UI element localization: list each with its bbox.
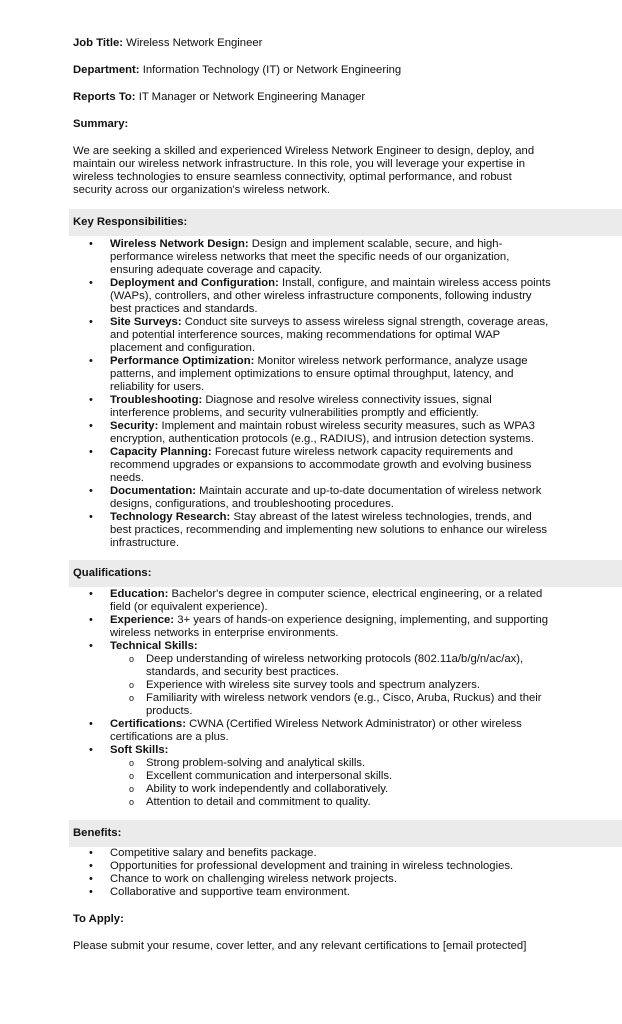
bullet-icon: • (89, 718, 93, 730)
department-line (73, 64, 401, 77)
bullet-icon: • (89, 886, 93, 898)
item-title: Performance Optimization: (110, 355, 255, 367)
summary-text: We are seeking a skilled and experienced Wireless Network Engineer to design, deploy, and maintain our wireless network infrastructure. In this role, you will leverage your expertise in wireless technologies to ensure seamless connectivity, optimal performance, and robust security across our organization's wireless network. (73, 145, 535, 196)
bullet-icon: • (89, 860, 93, 872)
qualifications-band (69, 560, 622, 587)
sub-bullet-icon: o (129, 797, 135, 807)
item-text: 3+ years of hands-on experience designing, implementing, and supporting wireless networks in enterprise environments. (110, 614, 549, 639)
bullet-icon: • (89, 744, 93, 756)
benefits-band (69, 820, 622, 847)
list-item (73, 277, 551, 316)
bullet-icon: • (89, 873, 93, 885)
job-title-line (73, 37, 262, 50)
item-title: Security: (110, 420, 159, 432)
list-item (73, 873, 551, 886)
list-item (73, 614, 551, 640)
item-title: Wireless Network Design: (110, 238, 249, 250)
benefits-list (73, 847, 551, 899)
item-text: Conduct site surveys to assess wireless signal strength, coverage areas, and potential interference sources, making recommendations for optimal WAP placement and configuration. (110, 316, 549, 354)
sub-bullet-icon: o (129, 771, 135, 781)
item-text: Experience with wireless site survey tools and spectrum analyzers. (146, 679, 481, 691)
item-title: Experience: (110, 614, 175, 626)
item-text: CWNA (Certified Wireless Network Administrator) or other wireless certifications are a plus. (110, 718, 522, 743)
list-item (73, 588, 551, 614)
list-item (73, 511, 551, 550)
item-text: Maintain accurate and up-to-date documentation of wireless network designs, configurations, and troubleshooting procedures. (110, 485, 542, 510)
sub-list-item (73, 757, 551, 770)
sub-bullet-icon: o (129, 758, 135, 768)
list-item (73, 446, 551, 485)
bullet-icon: • (89, 316, 93, 328)
item-text: Design and implement scalable, secure, and high-performance wireless networks that meet the specific needs of our organization, ensuring adequate coverage and capacity. (110, 238, 510, 276)
item-text: Bachelor's degree in computer science, electrical engineering, or a related field (or equivalent experience). (110, 588, 543, 613)
sub-bullet-icon: o (129, 680, 135, 690)
item-title: Technical Skills: (110, 640, 198, 652)
item-text: Forecast future wireless network capacity requirements and recommend upgrades or expansions to accommodate growth and evolving business needs. (110, 446, 532, 484)
item-title: Site Surveys: (110, 316, 182, 328)
benefits-heading: Benefits: (73, 827, 122, 839)
list-item (73, 718, 551, 744)
list-item (73, 420, 551, 446)
bullet-icon: • (89, 847, 93, 859)
item-title: Soft Skills: (110, 744, 169, 756)
item-text: Ability to work independently and collaboratively. (146, 783, 389, 795)
department-label: Department: (73, 64, 140, 76)
item-title: Troubleshooting: (110, 394, 203, 406)
reports-label: Reports To: (73, 91, 136, 103)
sub-bullet-icon: o (129, 784, 135, 794)
list-item (73, 316, 551, 355)
qualifications-heading: Qualifications: (73, 567, 152, 579)
bullet-icon: • (89, 277, 93, 289)
item-text: Chance to work on challenging wireless network projects. (110, 873, 397, 885)
item-text: Implement and maintain robust wireless security measures, such as WPA3 encryption, authentication protocols (e.g., RADIUS), and intrusion detection systems. (110, 420, 535, 445)
sub-bullet-icon: o (129, 693, 135, 703)
sub-bullet-icon: o (129, 654, 135, 664)
list-item (73, 238, 551, 277)
summary-heading-text: Summary: (73, 118, 129, 130)
bullet-icon: • (89, 355, 93, 367)
reports-line (73, 91, 365, 104)
bullet-icon: • (89, 238, 93, 250)
item-text: Monitor wireless network performance, analyze usage patterns, and implement optimizations to ensure optimal throughput, latency, and reliability for users. (110, 355, 528, 393)
department-value: Information Technology (IT) or Network Engineering (142, 64, 402, 76)
summary-heading (73, 118, 128, 131)
bullet-icon: • (89, 420, 93, 432)
list-item (73, 847, 551, 860)
item-text: Stay abreast of the latest wireless technologies, trends, and best practices, recommending and implementing new solutions to enhance our wireless infrastructure. (110, 511, 548, 549)
list-item (73, 744, 551, 757)
qualifications-list (73, 588, 551, 809)
list-item (73, 355, 551, 394)
item-text: Attention to detail and commitment to quality. (146, 796, 371, 808)
responsibilities-heading: Key Responsibilities: (73, 216, 188, 228)
apply-text: Please submit your resume, cover letter, and any relevant certifications to [email protected] (73, 940, 527, 952)
bullet-icon: • (89, 640, 93, 652)
responsibilities-band (69, 209, 622, 236)
item-title: Deployment and Configuration: (110, 277, 279, 289)
bullet-icon: • (89, 394, 93, 406)
bullet-icon: • (89, 446, 93, 458)
bullet-icon: • (89, 485, 93, 497)
item-text: Diagnose and resolve wireless connectivity issues, signal interference problems, and security vulnerabilities promptly and efficiently. (110, 394, 492, 419)
item-title: Capacity Planning: (110, 446, 212, 458)
item-text: Familiarity with wireless network vendors (e.g., Cisco, Aruba, Ruckus) and their products. (146, 692, 542, 717)
reports-value: IT Manager or Network Engineering Manager (138, 91, 366, 103)
responsibilities-list (73, 238, 551, 550)
item-title: Technology Research: (110, 511, 231, 523)
item-text: Deep understanding of wireless networking protocols (802.11a/b/g/n/ac/ax), standards, and security best practices. (146, 653, 524, 678)
list-item (73, 860, 551, 873)
item-title: Documentation: (110, 485, 196, 497)
item-title: Certifications: (110, 718, 186, 730)
sub-list-item (73, 770, 551, 783)
sub-list-item (73, 783, 551, 796)
list-item (73, 485, 551, 511)
item-title: Education: (110, 588, 169, 600)
item-text: Collaborative and supportive team environment. (110, 886, 350, 898)
item-text: Competitive salary and benefits package. (110, 847, 317, 859)
list-item (73, 394, 551, 420)
job-title-label: Job Title: (73, 37, 124, 49)
sub-list-item (73, 692, 551, 718)
list-item (73, 886, 551, 899)
bullet-icon: • (89, 511, 93, 523)
item-text: Strong problem-solving and analytical skills. (146, 757, 366, 769)
apply-heading-text: To Apply: (73, 913, 124, 925)
apply-heading (73, 913, 124, 926)
sub-list-item (73, 796, 551, 809)
item-text: Excellent communication and interpersonal skills. (146, 770, 393, 782)
job-title-value: Wireless Network Engineer (126, 37, 263, 49)
bullet-icon: • (89, 614, 93, 626)
item-text: Opportunities for professional development and training in wireless technologies. (110, 860, 514, 872)
list-item (73, 640, 551, 653)
bullet-icon: • (89, 588, 93, 600)
sub-list-item (73, 679, 551, 692)
sub-list-item (73, 653, 551, 679)
item-text: Install, configure, and maintain wireless access points (WAPs), controllers, and other wireless infrastructure components, following industry best practices and standards. (110, 277, 551, 315)
